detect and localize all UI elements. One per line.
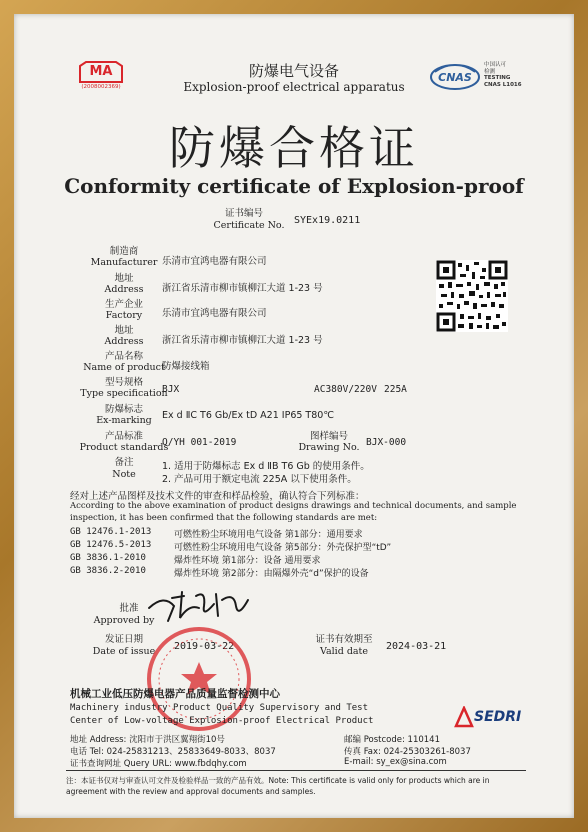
product-name-label-cn: 产品名称	[104, 351, 143, 362]
contact-email: E-mail: sy_ex@sina.com	[344, 757, 447, 767]
title-cn-small: 防爆电气设备	[248, 62, 339, 80]
standard-2-desc: 可燃性粉尘环境用电气设备 第5部分：外壳保护型“tD”	[174, 543, 392, 553]
address1-label-cn: 地址	[114, 273, 134, 284]
approved-label-en: Approved by	[93, 615, 155, 626]
title-en-small: Explosion-proof electrical apparatus	[183, 80, 405, 94]
standard-2-code: GB 12476.5-2013	[70, 540, 152, 550]
cma-logo-number: (2008002369)	[81, 84, 121, 90]
sedri-logo-text: SEDRI	[474, 709, 522, 725]
contact-fax: 传真 Fax: 024-25303261-8037	[344, 747, 471, 757]
statement-cn: 经对上述产品图样及技术文件的审查和样品检验，确认符合下列标准：	[70, 491, 365, 502]
factory-label-cn: 生产企业	[104, 299, 143, 310]
org-name-en-1: Machinery industry Product Quality Supervisory and Test	[70, 703, 369, 713]
ex-marking-value: Ex d ⅡC T6 Gb/Ex tD A21 IP65 T80℃	[162, 410, 334, 421]
standard-4-desc: 爆炸性环境 第2部分：由隔爆外壳“d”保护的设备	[174, 569, 369, 579]
cnas-sub-1: 中国认可	[484, 62, 507, 68]
standard-3-desc: 爆炸性环境 第1部分：设备 通用要求	[174, 556, 321, 566]
contact-address: 地址 Address: 沈阳市于洪区翼翔街10号	[70, 735, 225, 745]
standards-label-cn: 产品标准	[104, 431, 143, 442]
drawing-no-label-cn: 图样编号	[309, 431, 348, 442]
factory-value: 乐清市宜鸿电器有限公司	[162, 308, 267, 319]
ex-marking-label-en: Ex-marking	[96, 415, 152, 426]
address1-value: 浙江省乐清市柳市镇柳江大道 1-23 号	[162, 283, 323, 294]
ex-marking-label-cn: 防爆标志	[104, 404, 143, 415]
qr-code	[436, 260, 508, 332]
org-name-en-2: Center of Low-voltage Explosion-proof Electrical Product	[70, 716, 374, 726]
address2-value: 浙江省乐清市柳市镇柳江大道 1-23 号	[162, 335, 323, 346]
type-spec-label-cn: 型号规格	[104, 377, 143, 388]
type-spec-current: 225A	[384, 384, 407, 395]
contact-query-url: 证书查询网址 Query URL: www.fbdqhy.com	[70, 759, 247, 769]
manufacturer-value: 乐清市宜鸿电器有限公司	[162, 256, 267, 267]
valid-value: 2024-03-21	[386, 641, 447, 652]
factory-label-en: Factory	[105, 310, 143, 321]
standards-value: Q/YH 001-2019	[162, 437, 237, 448]
statement-en-1: According to the above examination of product designs drawings and technical documents, and sample	[70, 501, 517, 511]
standard-1-desc: 可燃性粉尘环境用电气设备 第1部分：通用要求	[174, 530, 363, 540]
cert-no-label-cn: 证书编号	[224, 208, 263, 219]
type-spec-value: BJX	[162, 384, 180, 395]
cert-no-value: SYEx19.0211	[294, 215, 361, 226]
title-cn-big: 防爆合格证	[169, 121, 419, 175]
valid-label-cn: 证书有效期至	[315, 634, 373, 645]
note-label-en: Note	[112, 469, 136, 480]
sedri-logo	[454, 706, 534, 730]
address2-label-en: Address	[104, 336, 144, 347]
cnas-sub-2: 检测	[484, 68, 496, 75]
statement-en-2: inspection, it has been confirmed that the following standards are met:	[70, 513, 378, 523]
standard-4-code: GB 3836.2-2010	[70, 566, 146, 576]
certificate-paper	[14, 14, 574, 818]
product-name-label-en: Name of product	[83, 362, 165, 373]
issue-label-cn: 发证日期	[104, 634, 143, 645]
cnas-sub-4: CNAS L1016	[484, 81, 522, 88]
cnas-sub-3: TESTING	[484, 75, 511, 81]
contact-tel: 电话 Tel: 024-25831213、25833649-8033、8037	[70, 747, 276, 757]
issue-label-en: Date of issue	[92, 646, 156, 657]
manufacturer-label-en: Manufacturer	[90, 257, 158, 268]
contact-postcode: 邮编 Postcode: 110141	[344, 735, 440, 745]
org-name-cn: 机械工业低压防爆电器产品质量监督检测中心	[70, 688, 280, 700]
footer-divider	[66, 770, 526, 771]
product-name-value: 防爆接线箱	[162, 361, 210, 372]
footer-note-2: agreement with the review and approval documents and samples.	[66, 787, 316, 796]
standard-1-code: GB 12476.1-2013	[70, 527, 152, 537]
type-spec-voltage: AC380V/220V	[314, 384, 377, 395]
drawing-no-label-en: Drawing No.	[298, 442, 360, 453]
title-en-big: Conformity certificate of Explosion-proof	[64, 174, 524, 198]
standard-3-code: GB 3836.1-2010	[70, 553, 146, 563]
note-2: 2. 产品可用于额定电流 225A 以下使用条件。	[162, 474, 357, 485]
signature	[144, 586, 254, 626]
valid-label-en: Valid date	[319, 646, 368, 657]
manufacturer-label-cn: 制造商	[109, 246, 139, 257]
note-label-cn: 备注	[114, 457, 134, 468]
drawing-no-value: BJX-000	[366, 437, 407, 448]
type-spec-label-en: Type specification	[80, 388, 168, 399]
cma-logo-text: MA	[89, 64, 113, 79]
footer-note-1: 注：本证书仅对与审查认可文件及检验样品一致的产品有效。Note: This certificate is valid only for products which are in	[66, 776, 490, 785]
approved-label-cn: 批准	[119, 603, 139, 614]
cnas-logo-text: CNAS	[438, 71, 472, 84]
note-1: 1. 适用于防爆标志 Ex d ⅡB T6 Gb 的使用条件。	[162, 461, 370, 472]
issue-value: 2019-03-22	[174, 641, 235, 652]
cert-no-label-en: Certificate No.	[213, 220, 285, 231]
standards-label-en: Product standards	[79, 442, 169, 453]
address2-label-cn: 地址	[114, 325, 134, 336]
address1-label-en: Address	[104, 284, 144, 295]
